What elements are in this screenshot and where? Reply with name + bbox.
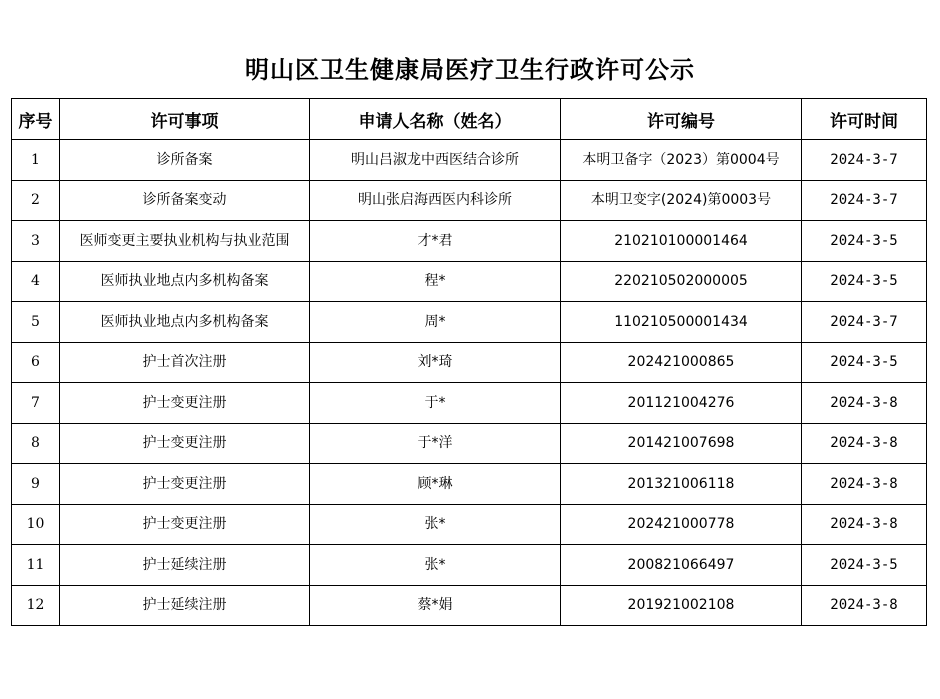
cell-applicant: 张* xyxy=(310,545,561,586)
header-code: 许可编号 xyxy=(561,99,802,140)
cell-applicant: 周* xyxy=(310,302,561,343)
cell-applicant: 明山张启海西医内科诊所 xyxy=(310,180,561,221)
table-row xyxy=(12,383,927,424)
cell-item: 护士首次注册 xyxy=(60,342,310,383)
cell-date: 2024-3-5 xyxy=(802,545,927,586)
table-row xyxy=(12,545,927,586)
header-date: 许可时间 xyxy=(802,99,927,140)
cell-date: 2024-3-8 xyxy=(802,585,927,626)
cell-date: 2024-3-5 xyxy=(802,342,927,383)
table-row xyxy=(12,140,927,181)
cell-date: 2024-3-8 xyxy=(802,464,927,505)
cell-item: 医师执业地点内多机构备案 xyxy=(60,302,310,343)
cell-no: 4 xyxy=(12,261,60,302)
cell-date: 2024-3-8 xyxy=(802,504,927,545)
cell-no: 11 xyxy=(12,545,60,586)
cell-applicant: 明山吕淑龙中西医结合诊所 xyxy=(310,140,561,181)
table-row xyxy=(12,585,927,626)
cell-no: 5 xyxy=(12,302,60,343)
cell-date: 2024-3-7 xyxy=(802,302,927,343)
cell-item: 护士延续注册 xyxy=(60,585,310,626)
cell-date: 2024-3-8 xyxy=(802,383,927,424)
cell-item: 医师执业地点内多机构备案 xyxy=(60,261,310,302)
cell-code: 202421000865 xyxy=(561,342,802,383)
cell-code: 202421000778 xyxy=(561,504,802,545)
cell-no: 12 xyxy=(12,585,60,626)
cell-no: 9 xyxy=(12,464,60,505)
cell-no: 3 xyxy=(12,221,60,262)
cell-applicant: 于* xyxy=(310,383,561,424)
table-row xyxy=(12,504,927,545)
cell-date: 2024-3-8 xyxy=(802,423,927,464)
table-row xyxy=(12,423,927,464)
cell-code: 本明卫变字(2024)第0003号 xyxy=(561,180,802,221)
cell-code: 110210500001434 xyxy=(561,302,802,343)
cell-applicant: 张* xyxy=(310,504,561,545)
cell-date: 2024-3-5 xyxy=(802,261,927,302)
cell-no: 7 xyxy=(12,383,60,424)
header-item: 许可事项 xyxy=(60,99,310,140)
cell-code: 210210100001464 xyxy=(561,221,802,262)
cell-no: 8 xyxy=(12,423,60,464)
cell-applicant: 顾*琳 xyxy=(310,464,561,505)
table-row xyxy=(12,261,927,302)
cell-item: 护士变更注册 xyxy=(60,383,310,424)
cell-applicant: 蔡*娟 xyxy=(310,585,561,626)
cell-item: 诊所备案 xyxy=(60,140,310,181)
cell-date: 2024-3-7 xyxy=(802,180,927,221)
permit-table xyxy=(11,98,927,626)
table-header-row xyxy=(12,99,927,140)
header-applicant: 申请人名称（姓名） xyxy=(310,99,561,140)
cell-code: 201321006118 xyxy=(561,464,802,505)
cell-code: 本明卫备字（2023）第0004号 xyxy=(561,140,802,181)
cell-no: 2 xyxy=(12,180,60,221)
cell-date: 2024-3-5 xyxy=(802,221,927,262)
cell-applicant: 于*洋 xyxy=(310,423,561,464)
cell-item: 护士延续注册 xyxy=(60,545,310,586)
cell-applicant: 刘*琦 xyxy=(310,342,561,383)
cell-code: 201121004276 xyxy=(561,383,802,424)
cell-code: 200821066497 xyxy=(561,545,802,586)
cell-item: 护士变更注册 xyxy=(60,504,310,545)
table-body xyxy=(12,140,927,626)
table-row xyxy=(12,302,927,343)
table-row xyxy=(12,180,927,221)
cell-item: 护士变更注册 xyxy=(60,423,310,464)
cell-no: 10 xyxy=(12,504,60,545)
cell-no: 6 xyxy=(12,342,60,383)
cell-applicant: 才*君 xyxy=(310,221,561,262)
cell-item: 诊所备案变动 xyxy=(60,180,310,221)
table-row xyxy=(12,342,927,383)
page-title: 明山区卫生健康局医疗卫生行政许可公示 xyxy=(245,55,695,84)
cell-code: 201421007698 xyxy=(561,423,802,464)
cell-date: 2024-3-7 xyxy=(802,140,927,181)
header-no: 序号 xyxy=(12,99,60,140)
cell-item: 医师变更主要执业机构与执业范围 xyxy=(60,221,310,262)
cell-applicant: 程* xyxy=(310,261,561,302)
cell-code: 201921002108 xyxy=(561,585,802,626)
cell-code: 220210502000005 xyxy=(561,261,802,302)
cell-no: 1 xyxy=(12,140,60,181)
cell-item: 护士变更注册 xyxy=(60,464,310,505)
table-row xyxy=(12,464,927,505)
table-row xyxy=(12,221,927,262)
